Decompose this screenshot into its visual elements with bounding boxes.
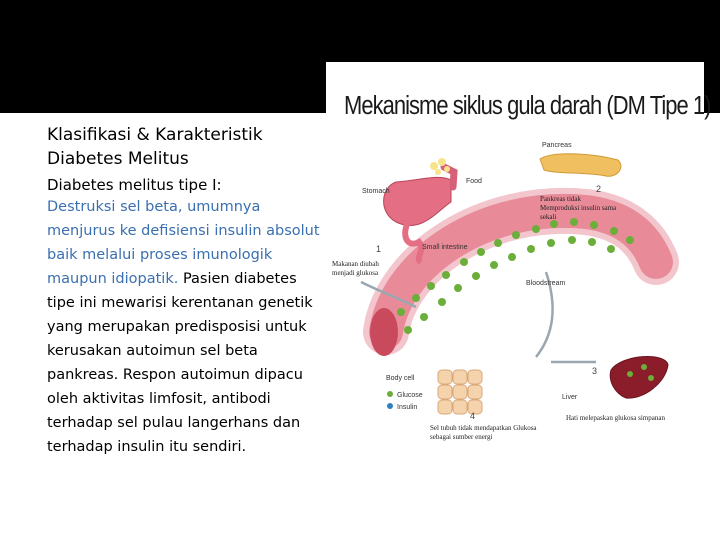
paragraph-blue: Destruksi sel beta, umumnya menjurus ke defisiensi insulin absolut baik melalui proses imunologik maupun idiopatik. xyxy=(47,199,320,287)
pancreas-shape xyxy=(540,154,621,177)
legend-insulin-label: Insulin xyxy=(397,404,418,411)
liver-shape xyxy=(610,356,668,398)
step-4-number: 4 xyxy=(470,411,476,421)
note-liver: Hati melepaskan glukosa simpanan xyxy=(566,414,665,422)
vessel-end xyxy=(370,308,398,356)
slide-title: Klasifikasi & Karakteristik Diabetes Melitus xyxy=(47,125,263,169)
note-glucose: Makanan diubah menjadi glukosa xyxy=(332,260,379,277)
label-pancreas: Pancreas xyxy=(542,142,572,149)
glucose-cycle-diagram xyxy=(326,62,704,447)
label-food: Food xyxy=(466,178,482,185)
step-2-number: 2 xyxy=(596,184,602,194)
legend-insulin-icon xyxy=(387,403,393,409)
stomach-shape xyxy=(384,177,451,225)
paragraph-black: Pasien diabetes tipe ini mewarisi kerentanan genetik yang merupakan predisposisi untuk kerusakan autoimun sel beta pankreas. Respon autoimun dipacu oleh aktivitas limfosit, antibodi terhadap sel pulau langerhans dan terhadap insulin itu sendiri. xyxy=(47,271,313,455)
figure-title: Mekanisme siklus gula darah (DM Tipe 1) xyxy=(344,92,711,120)
note-pancreas-wrap xyxy=(540,195,620,235)
label-small-intestine: Small intestine xyxy=(422,244,468,251)
step-3-number: 3 xyxy=(592,366,598,376)
note-cells: Sel tubuh tidak mendapatkan Glukosa sebagai sumber energi xyxy=(430,424,537,441)
note-cells-wrap xyxy=(430,424,550,447)
note-pancreas: Pankreas tidak Memproduksi insulin sama sekali xyxy=(540,195,617,221)
body-cells xyxy=(438,370,482,414)
note-liver-wrap xyxy=(566,414,666,442)
step-1-number: 1 xyxy=(376,244,382,254)
legend-glucose-icon xyxy=(387,391,393,397)
note-glucose-wrap xyxy=(332,260,392,290)
label-bloodstream: Bloodstream xyxy=(526,280,566,287)
label-body-cell: Body cell xyxy=(386,375,415,382)
slide-text-block xyxy=(47,123,322,459)
label-stomach: Stomach xyxy=(362,188,390,195)
slide-paragraph xyxy=(47,195,322,459)
legend-glucose-label: Glucose xyxy=(397,392,423,399)
food-bits xyxy=(430,158,450,175)
slide-subheading: Diabetes melitus tipe I: xyxy=(47,176,222,194)
label-liver: Liver xyxy=(562,394,578,401)
